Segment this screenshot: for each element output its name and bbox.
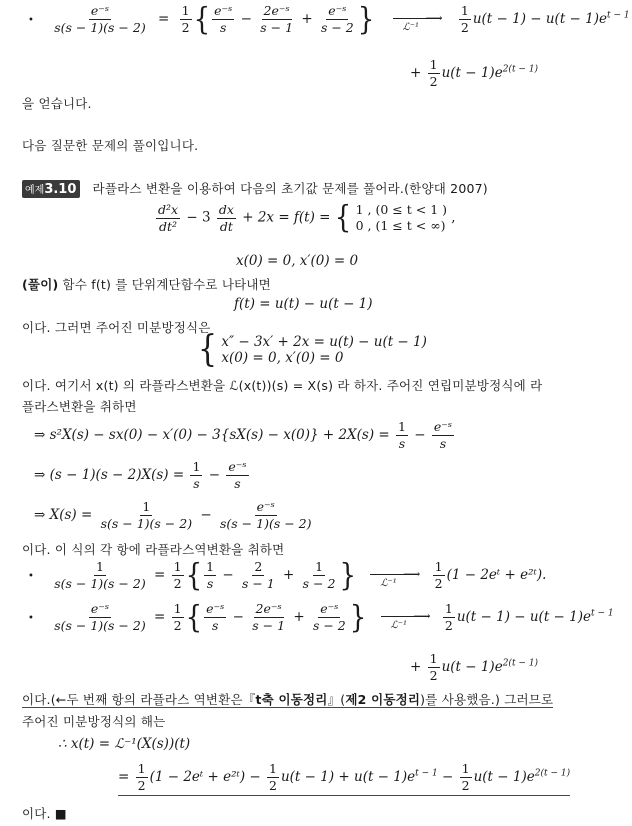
initial-conditions: x(0) = 0, x′(0) = 0 [236,253,359,269]
note-underlined: 이다.(←두 번째 항의 라플라스 역변환은『t축 이동정리』(제2 이동정리)를 사용했음.) 그러므로 [22,692,554,707]
text-obtain: 을 얻습니다. [22,96,92,111]
inverse-1: • $\frac{1}{s(s - 1)(s - 2)}$ = $\frac{1}{2}$ { $\frac{1}{s}$ − $\frac{2}{s - 1}$ + $\frac{1}{s - 2}$ } ⟶ ℒ⁻¹ $\frac{1}{2}$ (1 − 2eᵗ + e²ᵗ). [28,557,547,594]
system-equation: { x″ − 3x′ + 2x = u(t) − u(t − 1) x(0) = 0, x′(0) = 0 [198,328,427,371]
step-2: ⇒ (s − 1)(s − 2)X(s) = $\frac{1}{s}$ − $\frac{\text{e⁻ˢ}}{s}$ [34,459,247,491]
inverse-2-cont: + $\frac{1}{2}$ $u(t - 1)e^{2(t - 1)}$ [410,651,539,683]
text-end: 이다. ■ [22,806,67,821]
text-note [22,690,553,708]
inverse-2: • $\frac{\text{e⁻ˢ}}{s(s - 1)(s - 2)}$ = $\frac{1}{2}$ { $\frac{\text{e⁻ˢ}}{s}$ − $\frac{\text{2e⁻ˢ}}{s - 1}$ + $\frac{\text{e⁻ˢ}}{s - 2}$ } ⟶ ℒ⁻¹ $\frac{1}{2}$ $u(t - 1) - u(t - 1)e^{t - 1}$ [28,599,614,636]
solution-header: (풀이) 함수 f(t) 를 단위계단함수로 나타내면 [22,277,271,292]
text-here-2: 플라스변환을 취하면 [22,399,137,414]
ft-equation: f(t) = u(t) − u(t − 1) [234,296,373,312]
fraction: $\frac{\text{e⁻ˢ}}{s(s - 1)(s - 2)}$ [54,3,146,35]
step-3: ⇒ X(s) = $\frac{1}{s(s - 1)(s - 2)}$ − $\frac{\text{e⁻ˢ}}{s(s - 1)(s - 2)}$ [34,499,312,531]
example-text: 라플라스 변환을 이용하여 다음의 초기값 문제를 풀어라.(한양대 2007) [92,181,488,196]
top-formula: • $\frac{\text{e⁻ˢ}}{s(s - 1)(s - 2)}$ = $\frac{1}{2}$ { $\frac{\text{e⁻ˢ}}{s}$ − $\frac{\text{2e⁻ˢ}}{s - 1}$ + $\frac{\text{e⁻ˢ}}{s - 2}$ } ⟶ ℒ⁻¹ $\frac{1}{2}$ $u(t - 1) - u(t - 1)e^{t - 1}$ [28,1,630,38]
text-then: 이다. 그러면 주어진 미분방정식은 [22,320,211,335]
example-header [22,179,488,198]
step-1: ⇒ s²X(s) − sx(0) − x′(0) − 3{sX(s) − x(0)} + 2X(s) = $\frac{1}{s}$ − $\frac{\text{e⁻ˢ}}{s}$ [34,419,453,451]
therefore-line: ∴ x(t) = ℒ⁻¹(X(s))(t) [58,736,191,752]
text-intro: 다음 질문한 문제의 풀이입니다. [22,138,199,153]
top-formula-cont: + $\frac{1}{2}$ $u(t - 1)e^{2(t - 1)}$ [410,57,539,89]
final-solution: = $\frac{1}{2}$ (1 − 2eᵗ + e²ᵗ) − $\frac{1}{2}$ $u(t - 1) + u(t - 1)e^{t - 1}$ − $\frac{1}{2}$ $u(t - 1)e^{2(t - 1)}$ [118,762,570,796]
text-here-1: 이다. 여기서 x(t) 의 라플라스변환을 ℒ(x(t))(s) = X(s) 라 하자. 주어진 연립미분방정식에 라 [22,378,543,393]
example-badge: 예제3.10 [22,180,80,198]
text-answer-intro: 주어진 미분방정식의 해는 [22,714,166,729]
inverse-laplace-arrow: ⟶ ℒ⁻¹ [393,10,441,30]
ode-equation: $\frac{\text{d²x}}{\text{dt²}}$ − 3 $\frac{dx}{dt}$ + 2x = f(t) = { 1 , (0 ≤ t < 1 ) 0 , (1 ≤ t < ∞) , [158,200,456,236]
bullet: • [28,15,34,26]
text-each: 이다. 이 식의 각 항에 라플라스역변환을 취하면 [22,542,285,557]
